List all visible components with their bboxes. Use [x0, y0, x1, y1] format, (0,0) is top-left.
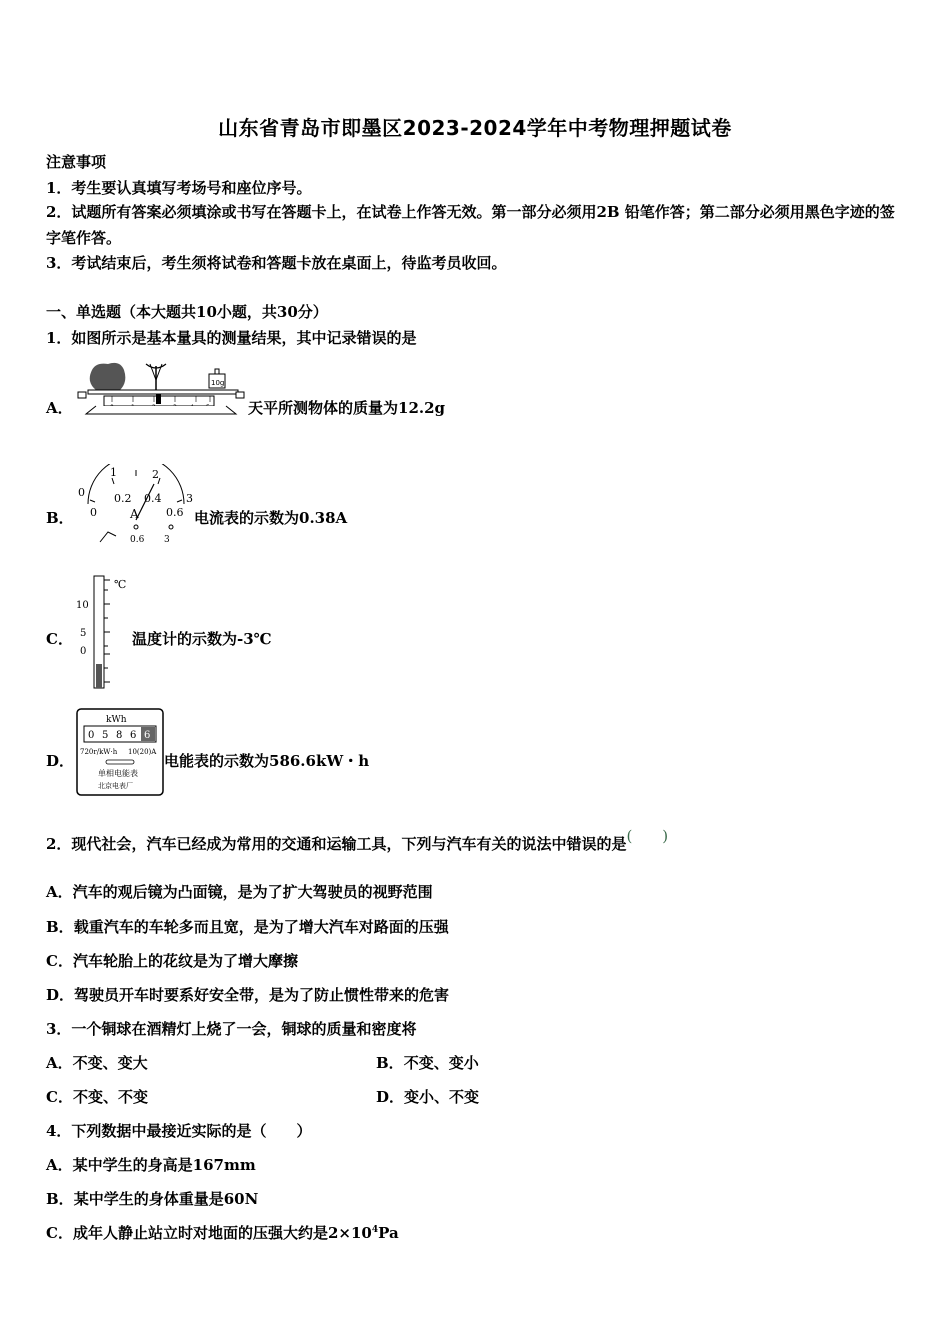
svg-text:3: 3: [186, 492, 193, 505]
svg-text:2: 2: [152, 468, 159, 481]
q2-answer-paren: ( ): [626, 827, 669, 845]
q2-option-c: C．汽车轮胎上的花纹是为了增大摩擦: [46, 952, 298, 970]
svg-text:10(20)A: 10(20)A: [128, 748, 157, 756]
svg-text:10: 10: [76, 600, 89, 611]
mercury-column: [96, 664, 102, 688]
q4-stem: 4．下列数据中最接近实际的是（ ）: [46, 1122, 312, 1140]
svg-text:720r/kW·h: 720r/kW·h: [80, 748, 118, 756]
svg-text:3: 3: [164, 535, 170, 544]
q2-option-d: D．驾驶员开车时要系好安全带，是为了防止惯性带来的危害: [46, 986, 450, 1004]
q1-option-c-label: C．: [46, 630, 73, 648]
notice-item-3: 3．考试结束后，考生须将试卷和答题卡放在桌面上，待监考员收回。: [46, 254, 507, 272]
q1-option-a-label: A．: [46, 399, 73, 417]
rock-sample-icon: [90, 363, 126, 390]
section-heading: 一、单选题（本大题共10小题，共30分）: [46, 303, 328, 321]
q1-option-c-text: 温度计的示数为-3℃: [132, 630, 272, 648]
q4-option-b: B．某中学生的身体重量是60N: [46, 1190, 259, 1208]
q1-option-d-label: D．: [46, 752, 75, 770]
q1-stem: 1．如图所示是基本量具的测量结果，其中记录错误的是: [46, 329, 417, 347]
svg-text:0.4: 0.4: [144, 492, 162, 505]
svg-text:0: 0: [80, 646, 87, 657]
rider: [156, 394, 161, 404]
svg-text:℃: ℃: [114, 578, 127, 591]
svg-text:kWh: kWh: [106, 715, 127, 725]
electric-meter-figure: [76, 708, 164, 796]
q2-option-a: A．汽车的观后镜为凸面镜，是为了扩大驾驶员的视野范围: [46, 883, 433, 901]
svg-text:6: 6: [130, 730, 137, 741]
q4-option-a: A．某中学生的身高是167mm: [46, 1156, 256, 1174]
notice-item-2: 2．试题所有答案必须填涂或书写在答题卡上，在试卷上作答无效。第一部分必须用2B 铅笔作答；第二部分必须用黑色字迹的签字笔作答。: [46, 203, 895, 247]
q3-option-b: B．不变、变小: [376, 1054, 479, 1072]
page-title: 山东省青岛市即墨区2023-2024学年中考物理押题试卷: [218, 116, 732, 140]
notice-heading: 注意事项: [46, 153, 107, 171]
balance-scale-figure: [76, 360, 246, 416]
svg-text:0.6: 0.6: [166, 506, 184, 519]
svg-text:0: 0: [90, 506, 97, 519]
q3-option-d: D．变小、不变: [376, 1088, 480, 1106]
svg-text:0.2: 0.2: [114, 492, 132, 505]
q2-stem: [46, 827, 669, 854]
q3-stem: 3．一个铜球在酒精灯上烧了一会，铜球的质量和密度将: [46, 1020, 417, 1038]
notice-item-1: 1．考生要认真填写考场号和座位序号。: [46, 179, 312, 197]
svg-text:0: 0: [78, 486, 85, 499]
q4-option-c: C．成年人静止站立时对地面的压强大约是$2\times 10^4Pa$: [46, 1224, 399, 1242]
svg-text:北京电表厂: 北京电表厂: [98, 782, 133, 790]
svg-text:1: 1: [110, 466, 117, 479]
svg-text:5: 5: [102, 730, 109, 741]
svg-text:A: A: [130, 507, 139, 521]
svg-text:0.6: 0.6: [130, 535, 145, 544]
svg-text:0: 0: [88, 730, 95, 741]
q1-option-b-label: B．: [46, 509, 74, 527]
q1-option-a-text: 天平所测物体的质量为12.2g: [248, 399, 446, 417]
ammeter-figure: [76, 464, 194, 544]
thermometer-figure: [76, 574, 134, 690]
svg-text:10g: 10g: [211, 379, 225, 387]
svg-text:5: 5: [80, 628, 87, 639]
q2-stem-text: 2．现代社会，汽车已经成为常用的交通和运输工具，下列与汽车有关的说法中错误的是: [46, 835, 627, 853]
q1-option-d-text: 电能表的示数为586.6kW・h: [164, 752, 370, 770]
q2-option-b: B．载重汽车的车轮多而且宽，是为了增大汽车对路面的压强: [46, 918, 449, 936]
q1-option-b-text: 电流表的示数为0.38A: [194, 509, 348, 527]
q3-option-c: C．不变、不变: [46, 1088, 148, 1106]
svg-text:8: 8: [116, 730, 123, 741]
q3-option-a: A．不变、变大: [46, 1054, 148, 1072]
svg-text:单相电能表: 单相电能表: [98, 769, 138, 778]
svg-text:6: 6: [144, 730, 151, 741]
